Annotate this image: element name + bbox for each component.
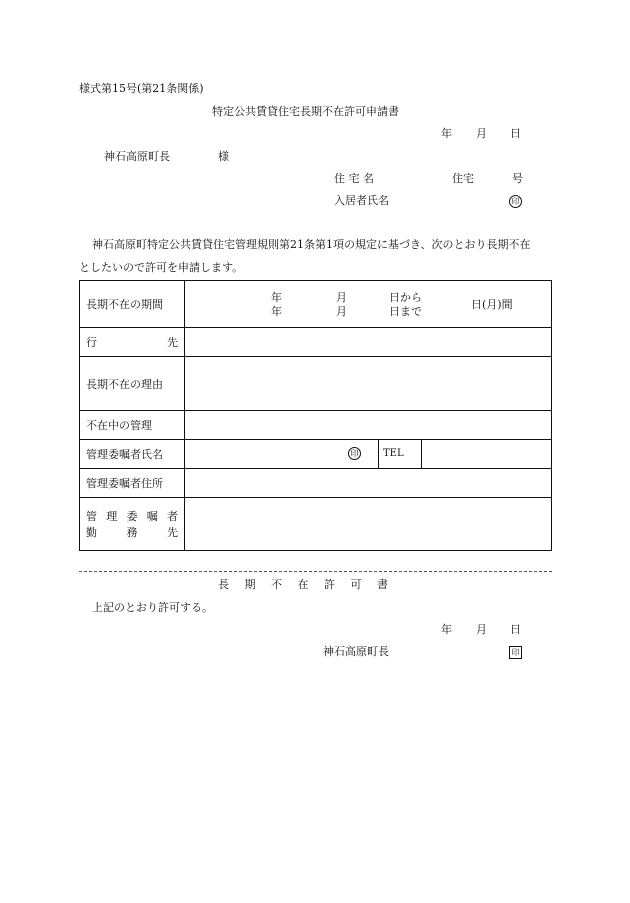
permit-statement: 上記のとおり許可する。 (92, 601, 213, 614)
permit-title: 長 期 不 在 許 可 書 (218, 578, 388, 591)
reason-field[interactable] (185, 357, 552, 411)
trustee-address-row (80, 469, 552, 498)
tel-field[interactable] (422, 440, 551, 468)
form-number: 様式第15号(第21条関係) (79, 82, 204, 95)
issuer-seal-mark: 印 (509, 646, 522, 659)
application-table (79, 280, 552, 551)
date-month-label: 月 (476, 127, 487, 140)
form-title: 特定公共賃貸住宅長期不在許可申請書 (212, 105, 399, 118)
trustee-work-field[interactable] (185, 498, 552, 551)
addressee: 神石高原町長 (104, 150, 170, 163)
period-label: 長期不在の期間 (80, 281, 185, 328)
permit-date-month-label: 月 (476, 623, 487, 636)
trustee-name-field[interactable] (185, 440, 379, 468)
destination-row (80, 328, 552, 357)
reason-label: 長期不在の理由 (80, 357, 185, 411)
trustee-name-row (80, 440, 552, 469)
house-name-label: 住 宅 名 (334, 172, 374, 185)
period-to-month: 月 (336, 304, 347, 318)
management-row (80, 411, 552, 440)
period-from-year: 年 (271, 290, 282, 304)
period-to-year: 年 (271, 304, 282, 318)
destination-label: 行 先 (80, 328, 185, 357)
intro-line-1: 神石高原町特定公共賃貸住宅管理規則第21条第1項の規定に基づき、次のとおり長期不在 (92, 238, 531, 251)
trustee-name-cell (185, 440, 552, 469)
period-from-day: 日から (389, 290, 422, 304)
house-label: 住宅 (452, 172, 474, 185)
period-to-day: 日まで (389, 304, 422, 318)
resident-name-label: 入居者氏名 (334, 194, 389, 207)
period-row (80, 281, 552, 328)
trustee-address-field[interactable] (185, 469, 552, 498)
period-from-month: 月 (336, 290, 347, 304)
permit-date-day-label: 日 (510, 623, 521, 636)
intro-line-2: としたいので許可を申請します。 (79, 261, 244, 274)
trustee-seal-mark: 印 (348, 447, 361, 460)
permit-issuer: 神石高原町長 (323, 645, 389, 658)
trustee-name-label: 管理委嘱者氏名 (80, 440, 185, 469)
management-field[interactable] (185, 411, 552, 440)
period-field[interactable] (185, 281, 552, 328)
date-year-label: 年 (441, 127, 452, 140)
applicant-seal-mark: 印 (509, 195, 522, 208)
trustee-address-label: 管理委嘱者住所 (80, 469, 185, 498)
destination-field[interactable] (185, 328, 552, 357)
period-total: 日(月)間 (471, 297, 513, 311)
honorific: 様 (218, 150, 229, 163)
cut-line (79, 571, 552, 572)
trustee-work-label: 管 理 委 嘱 者 勤 務 先 (80, 498, 185, 551)
tel-label: TEL (379, 440, 422, 468)
date-day-label: 日 (510, 127, 521, 140)
permit-date-year-label: 年 (441, 623, 452, 636)
trustee-work-row (80, 498, 552, 551)
house-number-label: 号 (512, 172, 523, 185)
management-label: 不在中の管理 (80, 411, 185, 440)
reason-row (80, 357, 552, 411)
